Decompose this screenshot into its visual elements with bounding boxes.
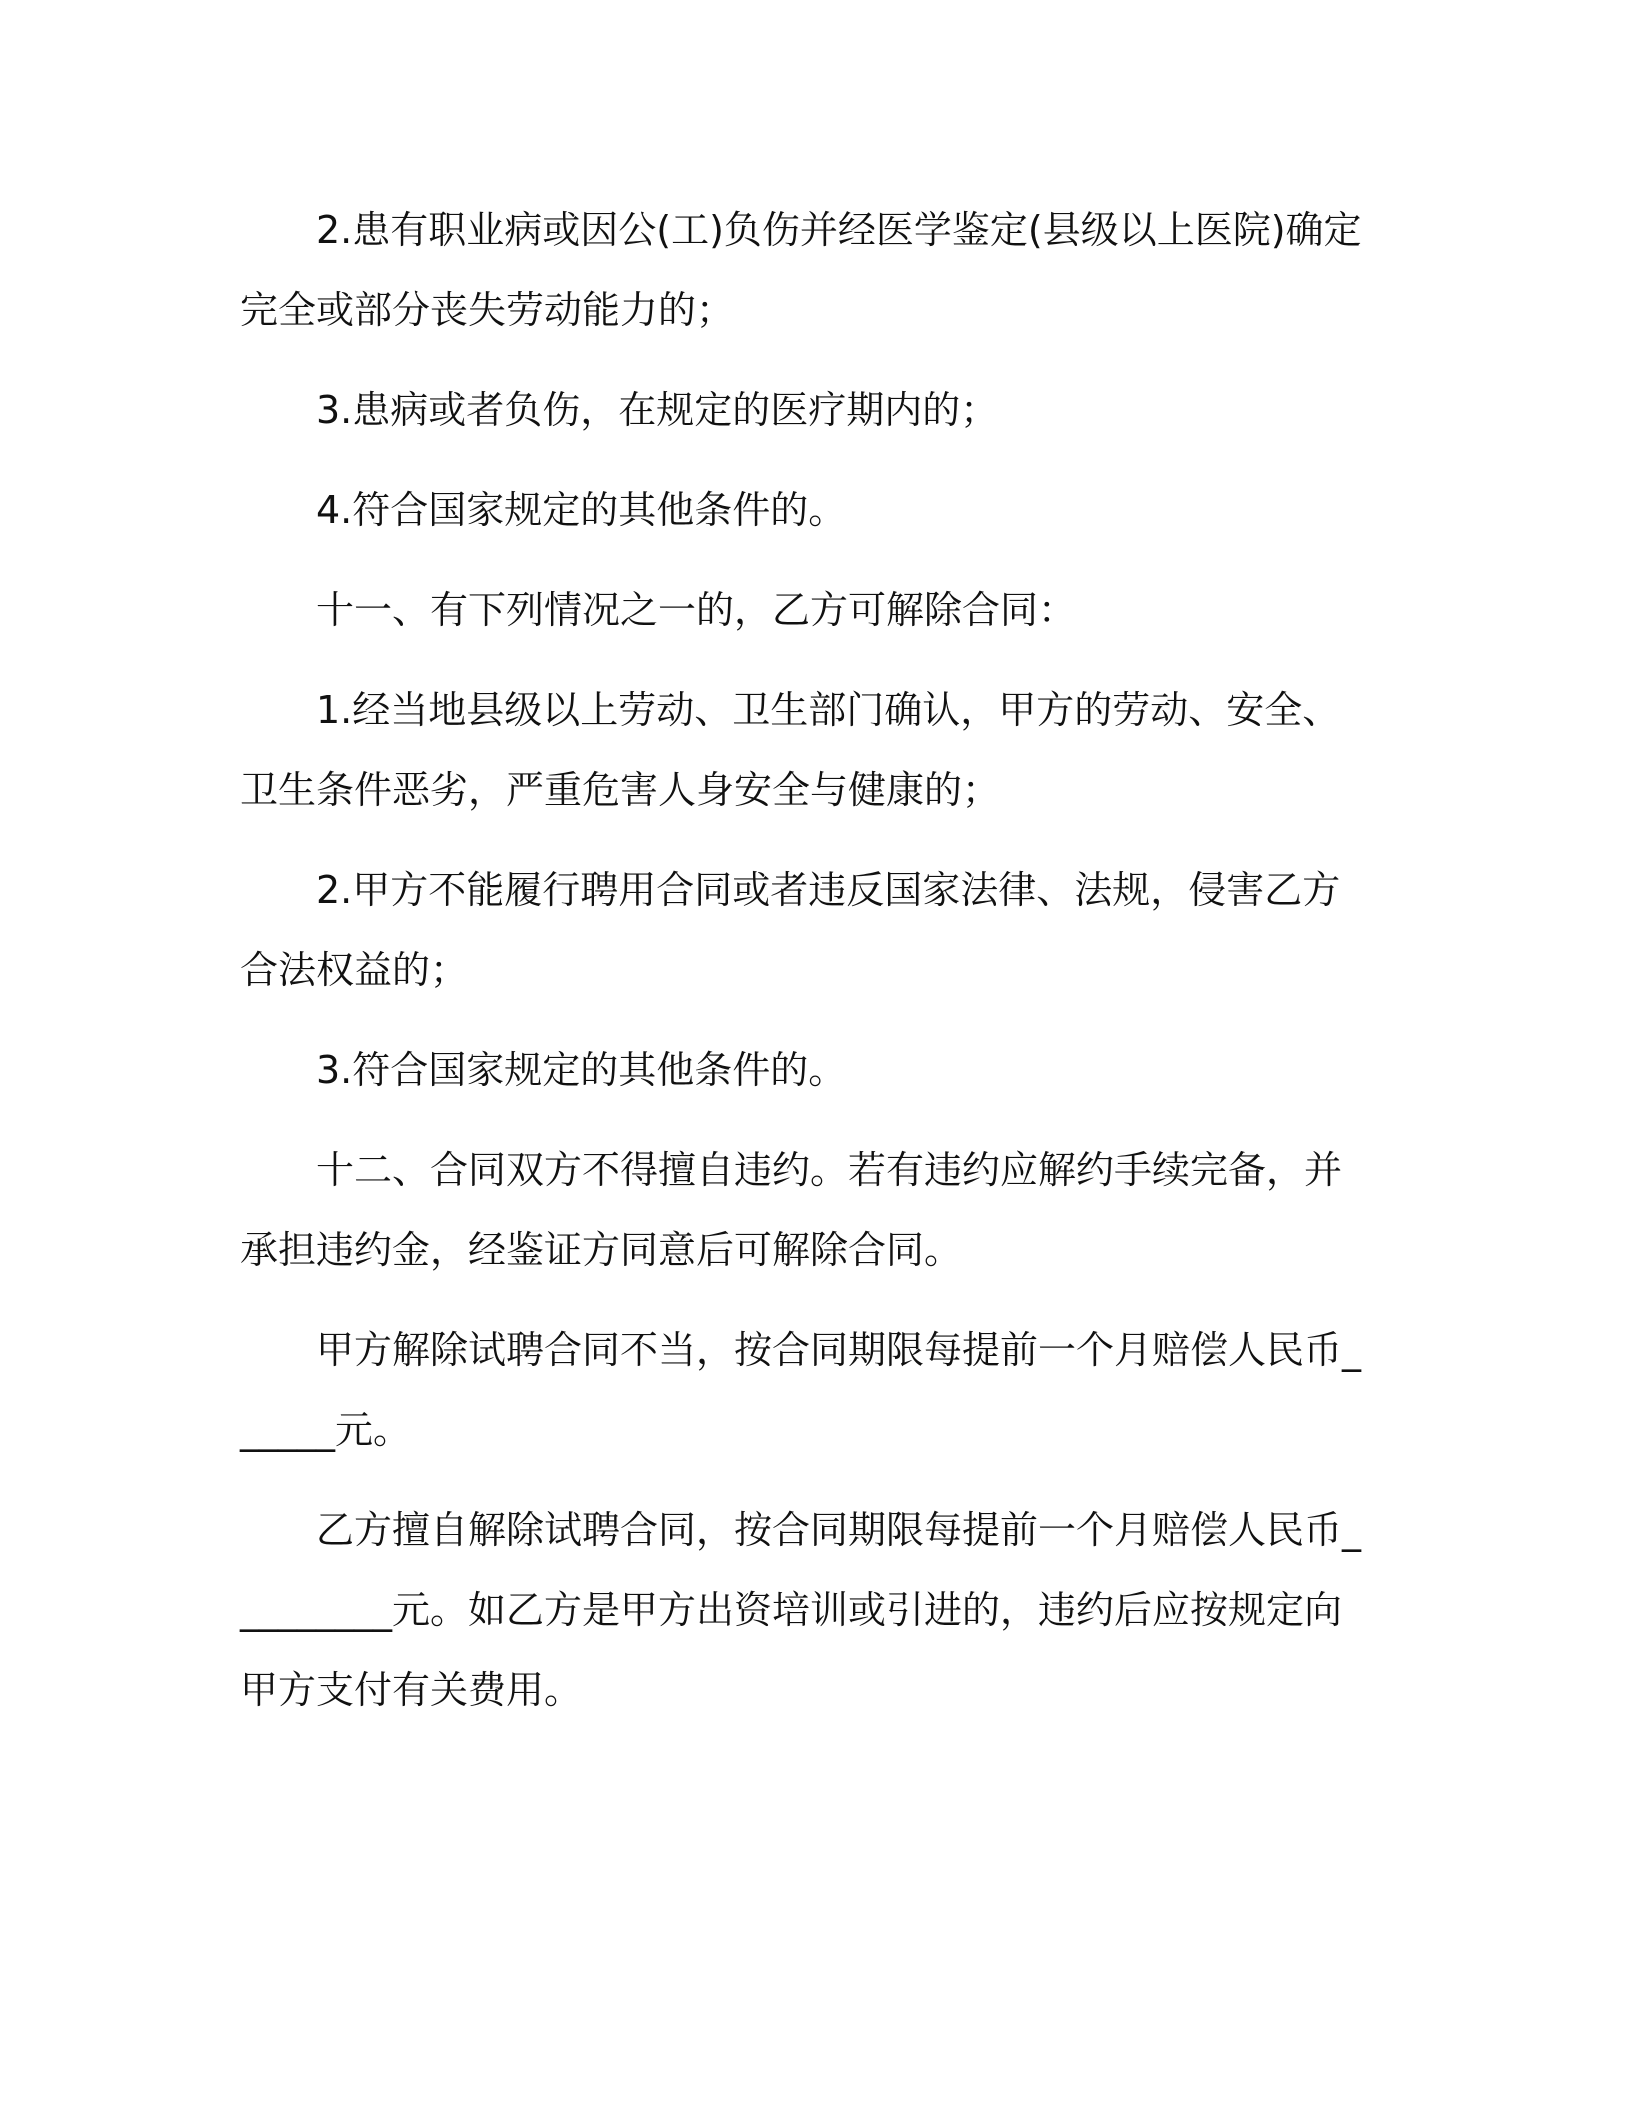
- section-heading-12: 十二、合同双方不得擅自违约。若有违约应解约手续完备，并承担违约金，经鉴证方同意后可解除合同。: [240, 1148, 1343, 1272]
- section-heading-11: 十一、有下列情况之一的，乙方可解除合同：: [316, 588, 1077, 632]
- penalty-clause-party-b: 乙方擅自解除试聘合同，按合同期限每提前一个月赔偿人民币_________元。如乙方是甲方出资培训或引进的，违约后应按规定向甲方支付有关费用。: [240, 1508, 1362, 1712]
- paragraph-item-3: 3.患病或者负伤，在规定的医疗期内的；: [316, 388, 999, 432]
- penalty-clause-party-a: 甲方解除试聘合同不当，按合同期限每提前一个月赔偿人民币______元。: [240, 1328, 1362, 1452]
- paragraph-item-11-2: 2.甲方不能履行聘用合同或者违反国家法律、法规，侵害乙方合法权益的；: [240, 868, 1341, 992]
- paragraph-item-2: 2.患有职业病或因公(工)负伤并经医学鉴定(县级以上医院)确定完全或部分丧失劳动能力的；: [240, 208, 1362, 332]
- document-body: [240, 190, 1370, 1730]
- paragraph-item-4: 4.符合国家规定的其他条件的。: [316, 488, 847, 532]
- paragraph-item-11-3: 3.符合国家规定的其他条件的。: [316, 1048, 847, 1092]
- paragraph-item-11-1: 1.经当地县级以上劳动、卫生部门确认，甲方的劳动、安全、卫生条件恶劣，严重危害人身安全与健康的；: [240, 688, 1341, 812]
